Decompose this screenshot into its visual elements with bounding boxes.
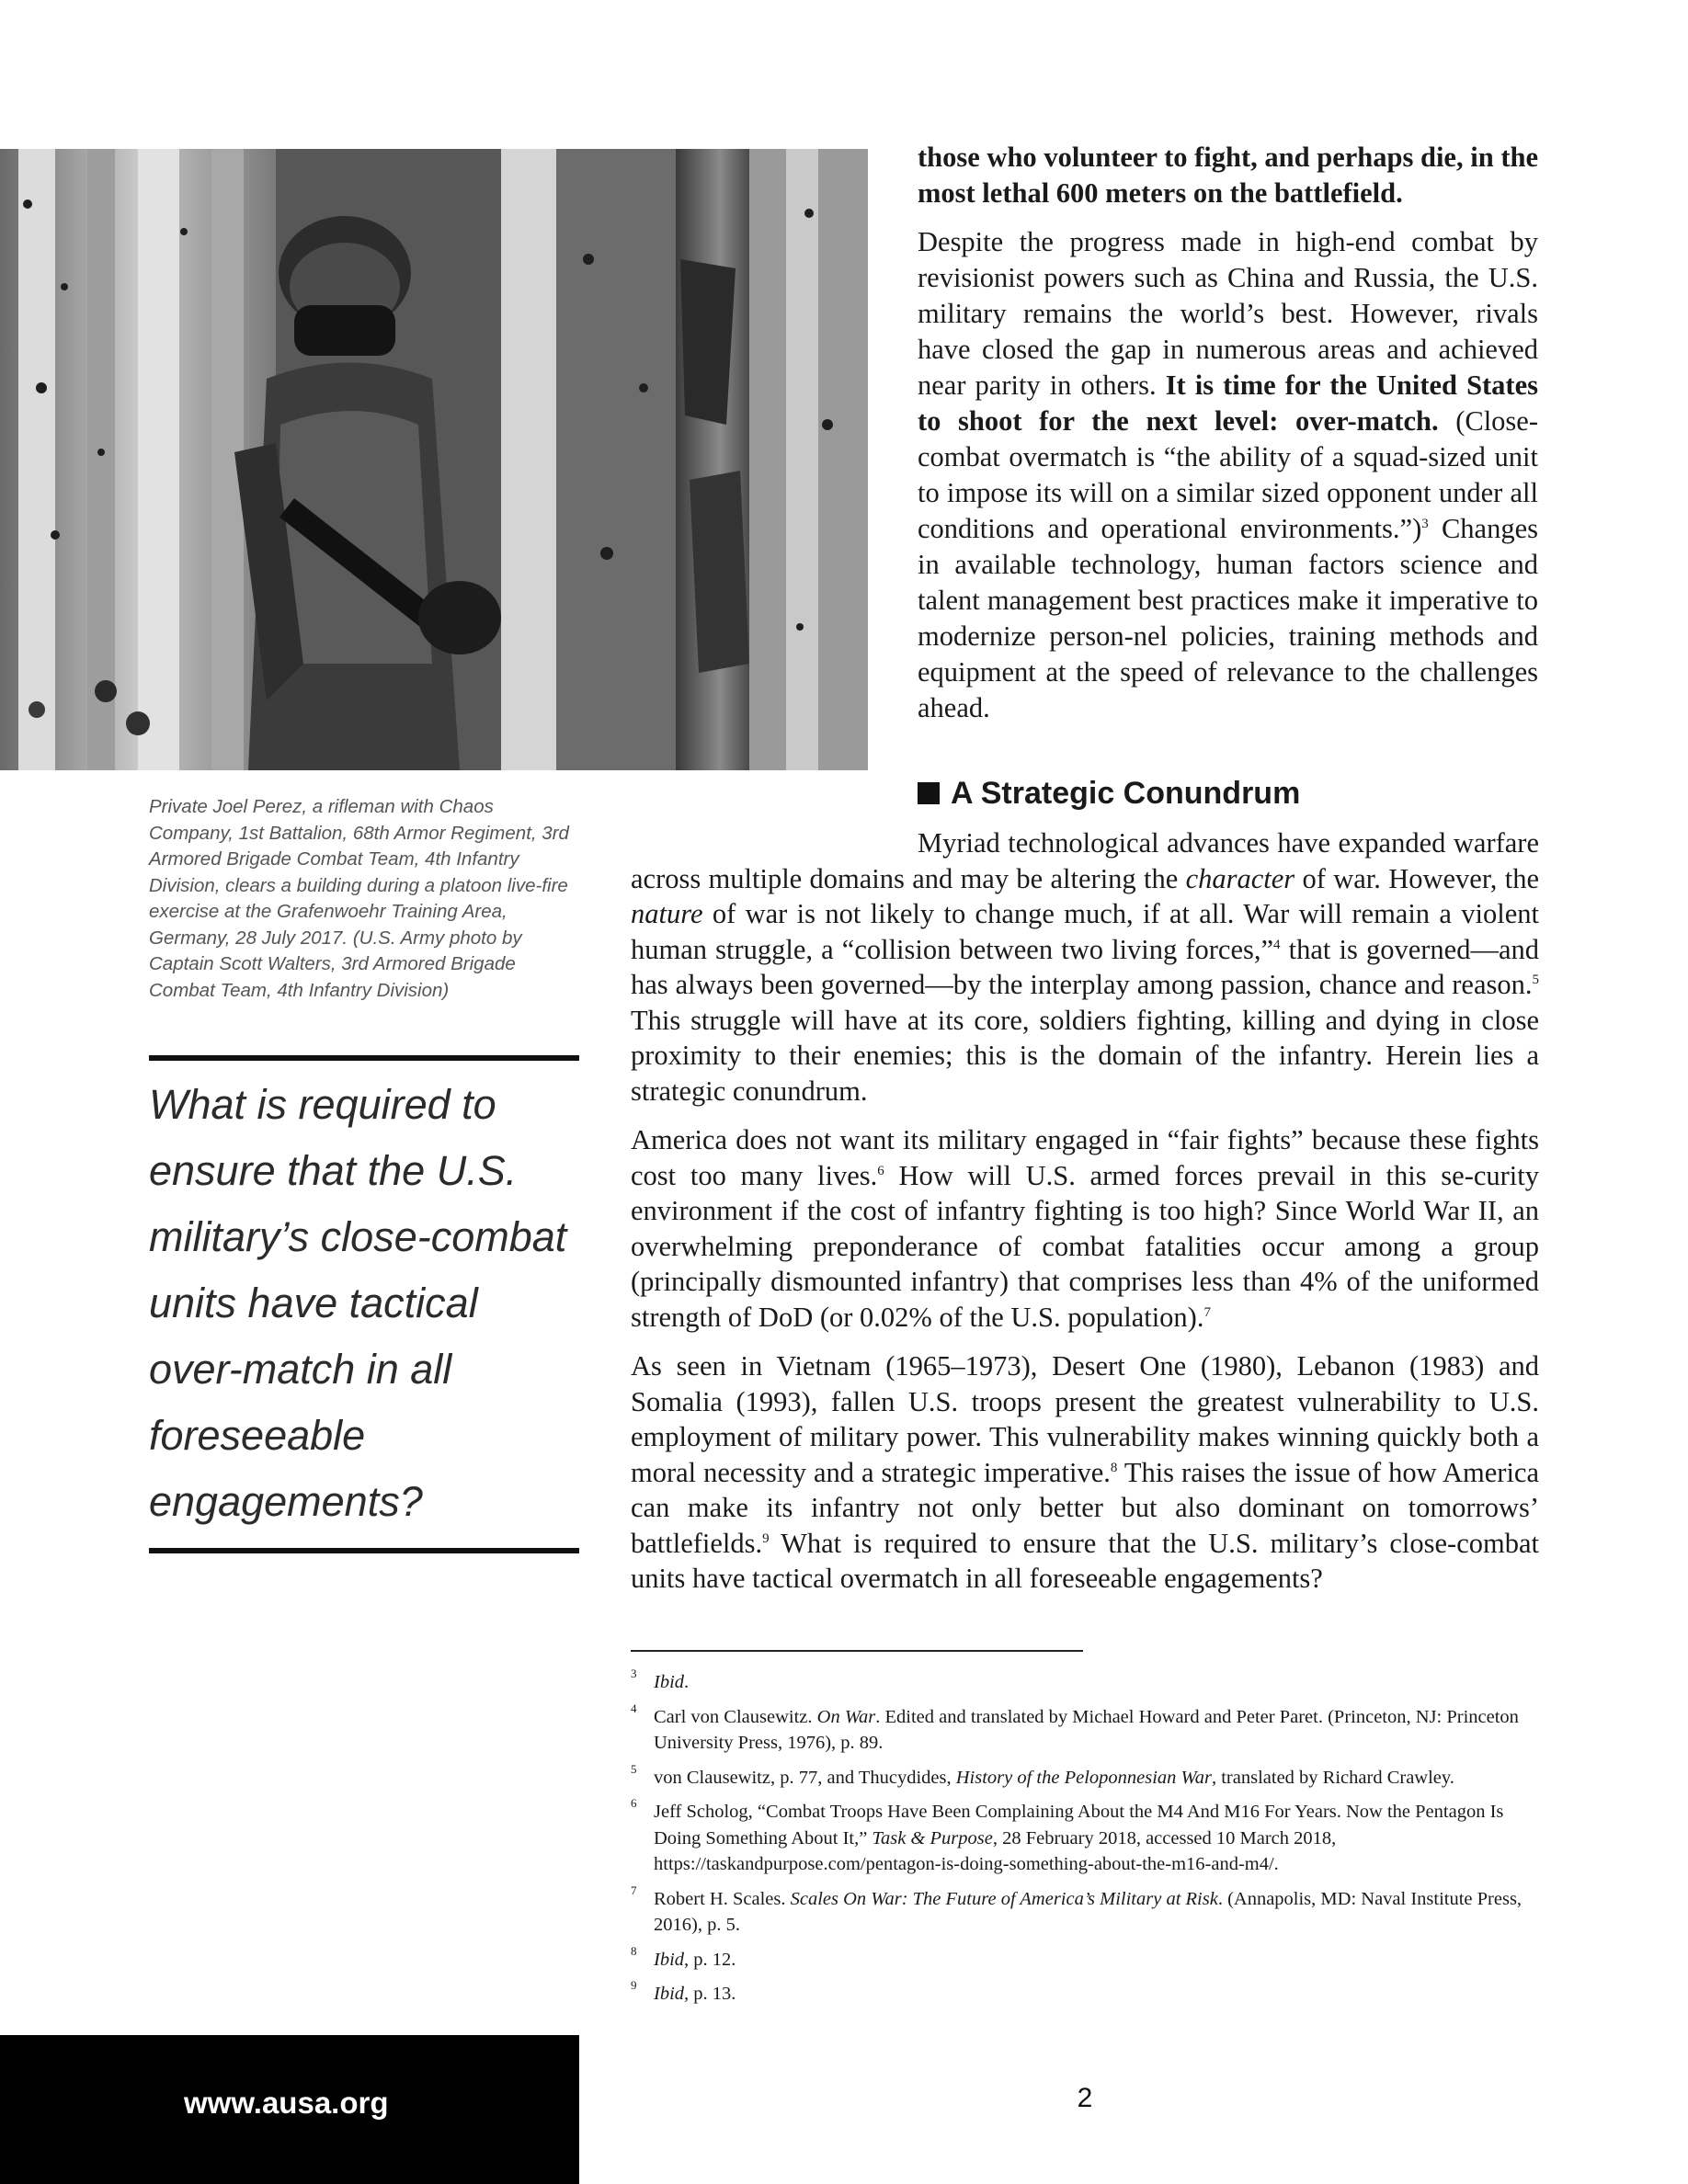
paragraph-text: As seen in Vietnam (1965–1973), Desert One (1980), Lebanon (1983) and Somalia (1993), fallen U.S. troops present the greatest vulnerability to U.S. employment of military power. This vulnerability makes winning quickly both a moral necessity and a strategic imperative. <box>631 1350 1539 1488</box>
paragraph-text: Despite the progress made in high-end combat by revisionist powers such as China and Russia, the U.S. military remains the world’s best. However, rivals have closed the gap in numerous areas and achieved near parity in others. <box>918 226 1538 401</box>
italic-text: History of the Peloponnesian War <box>955 1767 1212 1788</box>
footnote-ref[interactable]: 5 <box>1532 972 1539 987</box>
paragraph-text: This struggle will have at its core, soldiers fighting, killing and dying in close proximity to their enemies; this is the domain of the infantry. Herein lies a strategic conundrum. <box>631 1004 1539 1107</box>
square-bullet-icon <box>918 782 940 804</box>
footnote-text: , translated by Richard Crawley. <box>1211 1767 1454 1788</box>
footnote-8 <box>631 1943 1539 1974</box>
photo-caption: Private Joel Perez, a rifleman with Chaos Company, 1st Battalion, 68th Armor Regiment, 3rd Armored Brigade Combat Team, 4th Infantry Division, clears a building during a platoon live-fire exercise at the Grafenwoehr Training Area, Germany, 28 July 2017. (U.S. Army photo by Captain Scott Walters, 3rd Armored Brigade Combat Team, 4th Infantry Division) <box>149 796 569 1001</box>
footnote-text: . Edited and translated by Michael Howard and Peter Paret. (Princeton, NJ: Princeton University Press, 1976), p. 89. <box>654 1706 1519 1753</box>
footnote-ref[interactable]: 7 <box>1203 1304 1211 1320</box>
soldier-photo <box>0 149 868 770</box>
italic-text: character <box>1185 862 1295 894</box>
italic-text: Ibid <box>654 1984 685 2004</box>
right-column-text <box>918 140 1538 739</box>
body-paragraph <box>631 825 1539 1109</box>
paragraph-text: What is required to ensure that the U.S. military’s close-combat units have tactical overmatch in all foreseeable engagements? <box>631 1527 1539 1594</box>
footnote-number: 9 <box>631 1978 637 1992</box>
footnote-number: 7 <box>631 1883 637 1897</box>
body-paragraph <box>631 1348 1539 1597</box>
footnote-number: 5 <box>631 1761 637 1776</box>
footnote-text: . <box>684 1672 690 1692</box>
footnotes <box>631 1666 1539 2016</box>
italic-text: Ibid <box>654 1672 685 1692</box>
italic-text: Ibid <box>654 1949 685 1970</box>
footnote-3 <box>631 1666 1539 1696</box>
page-number: 2 <box>1077 2083 1093 2113</box>
footnote-ref[interactable]: 6 <box>877 1163 884 1178</box>
footnote-7 <box>631 1883 1539 1939</box>
footnote-9 <box>631 1978 1539 2008</box>
footnote-ref[interactable]: 8 <box>1110 1460 1118 1475</box>
paragraph-text: How will U.S. armed forces prevail in this se-curity environment if the cost of infantry fighting is too high? Since World War II, an overwhelming preponderance of combat fatalities occur among a group (principally dismounted infantry) that comprises less than 4% of the uniformed strength of DoD (or 0.02% of the U.S. population). <box>631 1159 1539 1333</box>
footnote-ref[interactable]: 9 <box>762 1530 770 1546</box>
body-paragraph <box>631 1122 1539 1335</box>
paragraph-text: (Close-combat overmatch is “the ability of a squad-sized unit to impose its will on a similar sized opponent under all conditions and operational environments.”) <box>918 405 1538 544</box>
footnote-6 <box>631 1796 1539 1878</box>
paragraph-text: This raises the issue of how America can make its infantry not only better but also dominant on tomorrows’ battlefields. <box>631 1456 1539 1559</box>
paragraph-text: America does not want its military engaged in “fair fights” because these fights cost too many lives. <box>631 1124 1539 1191</box>
footnote-text: , p. 12. <box>684 1949 736 1970</box>
paragraph-text: that is governed—and has always been governed—by the interplay among passion, chance and reason. <box>631 933 1539 1000</box>
footnote-number: 4 <box>631 1701 637 1715</box>
footnote-number: 3 <box>631 1666 637 1680</box>
paragraph-text: of war is not likely to change much, if at all. War will remain a violent human struggle, a “collision between two living forces,” <box>631 898 1539 965</box>
footnote-5 <box>631 1761 1539 1792</box>
footnote-text: , p. 13. <box>684 1984 736 2004</box>
footnote-text: , 28 February 2018, accessed 10 March 2018, https://taskandpurpose.com/pentagon-is-doing-something-about-the-m16-and-m4/. <box>654 1827 1337 1874</box>
continued-paragraph: those who volunteer to fight, and perhaps die, in the most lethal 600 meters on the battlefield. <box>918 142 1538 209</box>
pull-quote-text: What is required to ensure that the U.S. military’s close-combat units have tactical over-match in all foreseeable engagements? <box>149 1081 567 1525</box>
footer-bar <box>0 2035 579 2184</box>
website-link[interactable]: www.ausa.org <box>184 2086 389 2120</box>
footnote-text: von Clausewitz, p. 77, and Thucydides, <box>654 1767 956 1788</box>
section-heading-text: A Strategic Conundrum <box>951 776 1301 811</box>
paragraph-text: Changes in available technology, human factors science and talent management best practices make it imperative to modernize person-nel policies, training methods and equipment at the speed of relevance to the challenges ahead. <box>918 513 1538 723</box>
footnote-ref[interactable]: 3 <box>1421 516 1429 531</box>
footnote-divider <box>631 1650 1083 1652</box>
footnote-text: Jeff Scholog, “Combat Troops Have Been Complaining About the M4 And M16 For Years. Now the Pentagon Is Doing Something About It,” <box>654 1802 1504 1848</box>
overmatch-paragraph <box>918 224 1538 726</box>
italic-text: Task & Purpose <box>872 1827 993 1848</box>
italic-text: On War <box>816 1706 876 1727</box>
main-body-text <box>631 825 1539 1610</box>
footnote-text: Robert H. Scales. <box>654 1888 791 1909</box>
footnote-text: . (Annapolis, MD: Naval Institute Press, 2016), p. 5. <box>654 1888 1523 1935</box>
emphasis-text: It is time for the United States to shoot for the next level: over-match. <box>918 370 1538 437</box>
footnote-ref[interactable]: 4 <box>1273 937 1281 952</box>
footnote-text: Carl von Clausewitz. <box>654 1706 817 1727</box>
paragraph-text: of war. However, the <box>1295 862 1539 894</box>
italic-text: Scales On War: The Future of America’s Military at Risk <box>790 1888 1218 1909</box>
footnote-4 <box>631 1701 1539 1757</box>
footnote-number: 6 <box>631 1796 637 1810</box>
footnote-number: 8 <box>631 1943 637 1958</box>
section-heading <box>918 768 1538 818</box>
italic-text: nature <box>631 898 703 929</box>
pull-quote <box>149 1055 579 1553</box>
paragraph-text: Myriad technological advances have expanded warfare across multiple domains and may be altering the <box>631 827 1539 894</box>
